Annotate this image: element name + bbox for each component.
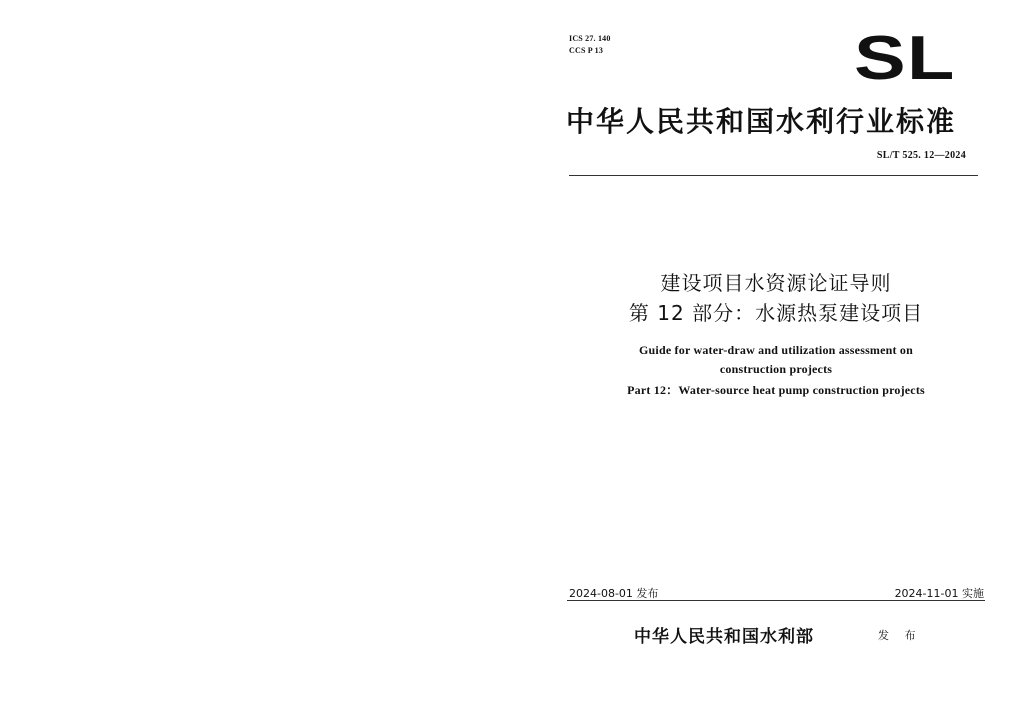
bottom-divider: [567, 600, 985, 601]
top-divider: [569, 175, 978, 176]
implementation-date: 2024-11-01 实施: [894, 587, 984, 600]
issue-date: 2024-08-01 发布: [569, 587, 659, 600]
english-title-line-3: Part 12：Water-source heat pump construction projects: [627, 383, 925, 397]
ics-code: ICS 27. 140: [569, 34, 611, 43]
english-title-line-1: Guide for water-draw and utilization assessment on: [639, 343, 913, 357]
sl-logo: SL: [854, 24, 956, 93]
standard-number: SL/T 525. 12—2024: [876, 150, 966, 161]
chinese-title-line-2: 第 12 部分：水源热泵建设项目: [628, 301, 924, 325]
publish-label: 发 布: [878, 629, 922, 642]
english-title-line-2: construction projects: [719, 362, 833, 376]
publisher-name: 中华人民共和国水利部: [634, 627, 814, 647]
standard-category-title: 中华人民共和国水利行业标准: [566, 105, 957, 138]
ccs-code: CCS P 13: [569, 46, 604, 55]
chinese-title-line-1: 建设项目水资源论证导则: [660, 271, 892, 295]
